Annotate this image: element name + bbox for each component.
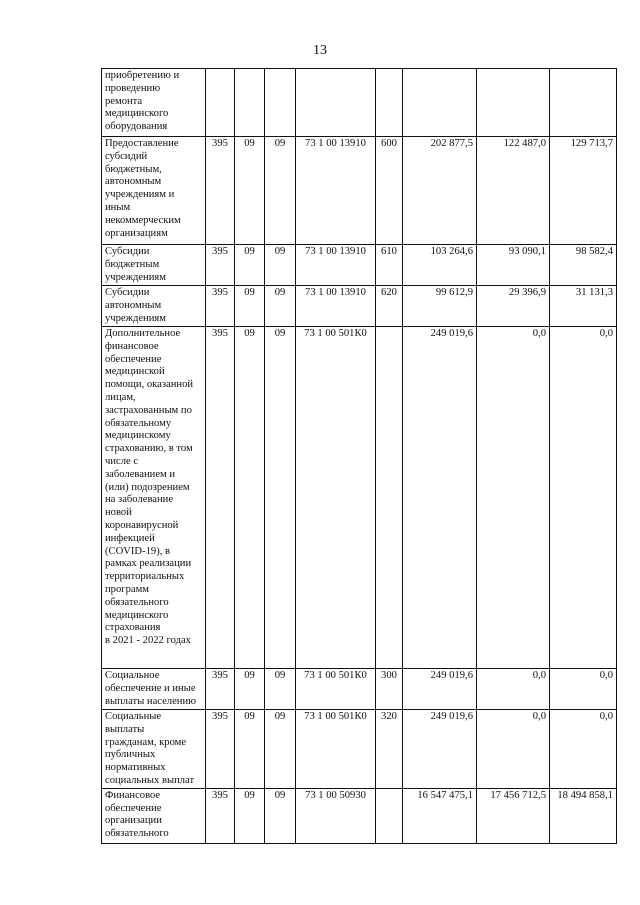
target-article-cell: 73 1 00 501К0 bbox=[296, 710, 376, 789]
subsection-code-cell: 09 bbox=[265, 137, 296, 245]
row-name-line: Субсидии bbox=[105, 246, 150, 257]
row-name-line: страхования bbox=[105, 622, 161, 634]
table-row bbox=[102, 788, 617, 843]
expense-type-cell: 320 bbox=[376, 710, 403, 789]
target-article-cell: 73 1 00 501К0 bbox=[296, 327, 376, 669]
target-article-cell: 73 1 00 13910 bbox=[296, 286, 376, 327]
section-code-cell bbox=[235, 69, 265, 137]
expense-type-cell bbox=[376, 788, 403, 843]
amount-2022-cell: 29 396,9 bbox=[477, 286, 550, 327]
row-name-line: выплаты населению bbox=[105, 695, 197, 707]
ministry-code-cell: 395 bbox=[206, 788, 235, 843]
row-name-line: медицинскому bbox=[105, 430, 171, 442]
row-name-cell bbox=[102, 245, 206, 286]
amount-2022-cell: 0,0 bbox=[477, 669, 550, 710]
row-name-line: на заболевание bbox=[105, 494, 174, 506]
amount-2023-cell: 0,0 bbox=[550, 669, 617, 710]
row-name-cell bbox=[102, 669, 206, 710]
row-name-line: программ bbox=[105, 583, 150, 595]
target-article-cell: 73 1 00 13910 bbox=[296, 245, 376, 286]
budget-table bbox=[101, 68, 617, 844]
row-name-line: рамках реализации bbox=[105, 558, 192, 570]
ministry-code-cell: 395 bbox=[206, 327, 235, 669]
amount-2021-cell: 249 019,6 bbox=[403, 327, 477, 669]
row-name-line: медицинского bbox=[105, 609, 169, 621]
amount-2021-cell: 249 019,6 bbox=[403, 710, 477, 789]
table-body bbox=[102, 69, 617, 844]
subsection-code-cell: 09 bbox=[265, 669, 296, 710]
row-name-line: Социальные bbox=[105, 711, 162, 722]
row-name-line: медицинского bbox=[105, 108, 169, 120]
row-name-line: бюджетным bbox=[105, 258, 160, 270]
table-row bbox=[102, 327, 617, 669]
row-name-cell bbox=[102, 327, 206, 669]
row-name-line: инфекцией bbox=[105, 532, 155, 544]
row-name-line: учреждениям bbox=[105, 312, 166, 324]
row-name-line: ремонта bbox=[105, 95, 143, 107]
ministry-code-cell: 395 bbox=[206, 669, 235, 710]
amount-2023-cell bbox=[550, 69, 617, 137]
expense-type-cell: 600 bbox=[376, 137, 403, 245]
table-row bbox=[102, 69, 617, 137]
row-name-line: Субсидии bbox=[105, 287, 150, 298]
row-name-cell bbox=[102, 137, 206, 245]
row-name-cell bbox=[102, 69, 206, 137]
row-name-line: обеспечение bbox=[105, 353, 162, 365]
row-name-line: гражданам, кроме bbox=[105, 736, 187, 748]
section-code-cell: 09 bbox=[235, 788, 265, 843]
amount-2022-cell: 93 090,1 bbox=[477, 245, 550, 286]
row-name-line: проведению bbox=[105, 82, 161, 94]
ministry-code-cell: 395 bbox=[206, 137, 235, 245]
row-name-line: обязательного bbox=[105, 596, 169, 608]
row-name-line: некоммерческим bbox=[105, 214, 181, 226]
row-name-line: обязательного bbox=[105, 828, 169, 840]
row-name-line: помощи, оказанной bbox=[105, 379, 194, 391]
section-code-cell: 09 bbox=[235, 327, 265, 669]
amount-2023-cell: 129 713,7 bbox=[550, 137, 617, 245]
amount-2023-cell: 18 494 858,1 bbox=[550, 788, 617, 843]
page-number: 13 bbox=[313, 43, 327, 58]
section-code-cell: 09 bbox=[235, 137, 265, 245]
row-name-line: публичных bbox=[105, 749, 156, 761]
row-name-line: Предоставление bbox=[105, 138, 179, 149]
subsection-code-cell: 09 bbox=[265, 710, 296, 789]
row-name-line: числе с bbox=[105, 455, 139, 467]
row-name-line: обязательному bbox=[105, 417, 172, 429]
row-name-line: оборудования bbox=[105, 121, 168, 133]
row-name-line: Социальное bbox=[105, 670, 160, 681]
row-name-line: Дополнительное bbox=[105, 328, 181, 339]
amount-2021-cell: 99 612,9 bbox=[403, 286, 477, 327]
row-name-line: медицинской bbox=[105, 366, 165, 378]
target-article-cell: 73 1 00 501К0 bbox=[296, 669, 376, 710]
amount-2021-cell: 103 264,6 bbox=[403, 245, 477, 286]
ministry-code-cell bbox=[206, 69, 235, 137]
row-name-line: Финансовое bbox=[105, 789, 161, 801]
amount-2023-cell: 31 131,3 bbox=[550, 286, 617, 327]
amount-2023-cell: 0,0 bbox=[550, 327, 617, 669]
amount-2021-cell: 249 019,6 bbox=[403, 669, 477, 710]
amount-2022-cell bbox=[477, 69, 550, 137]
row-name-line: коронавирусной bbox=[105, 519, 179, 531]
row-name-cell bbox=[102, 788, 206, 843]
row-name-line: иным bbox=[105, 201, 131, 213]
row-name-line: в 2021 - 2022 годах bbox=[105, 635, 191, 647]
target-article-cell bbox=[296, 69, 376, 137]
subsection-code-cell: 09 bbox=[265, 788, 296, 843]
section-code-cell: 09 bbox=[235, 710, 265, 789]
row-name-line: обеспечение и иные bbox=[105, 682, 196, 694]
row-name-line: учреждениям и bbox=[105, 189, 175, 201]
row-name-line: застрахованным по bbox=[105, 404, 192, 416]
section-code-cell: 09 bbox=[235, 286, 265, 327]
row-name-line: выплаты bbox=[105, 723, 145, 735]
expense-type-cell: 610 bbox=[376, 245, 403, 286]
row-name-line: (или) подозрением bbox=[105, 481, 190, 493]
row-name-line: новой bbox=[105, 507, 132, 519]
amount-2021-cell: 202 877,5 bbox=[403, 137, 477, 245]
row-name-line: лицам, bbox=[105, 391, 136, 403]
row-name-line: нормативных bbox=[105, 762, 166, 774]
row-name-line: субсидий bbox=[105, 150, 148, 162]
row-name-line: обеспечение bbox=[105, 802, 162, 814]
table-row bbox=[102, 669, 617, 710]
row-name-line: организации bbox=[105, 815, 162, 827]
amount-2023-cell: 98 582,4 bbox=[550, 245, 617, 286]
row-name-line: автономным bbox=[105, 299, 162, 311]
ministry-code-cell: 395 bbox=[206, 245, 235, 286]
section-code-cell: 09 bbox=[235, 245, 265, 286]
row-name-line: приобретению и bbox=[105, 70, 180, 81]
table-row bbox=[102, 245, 617, 286]
row-name-line: финансовое bbox=[105, 340, 159, 352]
table-row bbox=[102, 286, 617, 327]
expense-type-cell bbox=[376, 327, 403, 669]
row-name-cell bbox=[102, 286, 206, 327]
target-article-cell: 73 1 00 50930 bbox=[296, 788, 376, 843]
subsection-code-cell bbox=[265, 69, 296, 137]
amount-2022-cell: 122 487,0 bbox=[477, 137, 550, 245]
target-article-cell: 73 1 00 13910 bbox=[296, 137, 376, 245]
amount-2021-cell: 16 547 475,1 bbox=[403, 788, 477, 843]
amount-2022-cell: 0,0 bbox=[477, 327, 550, 669]
table-row bbox=[102, 137, 617, 245]
row-name-line: учреждениям bbox=[105, 271, 166, 283]
expense-type-cell: 300 bbox=[376, 669, 403, 710]
amount-2021-cell bbox=[403, 69, 477, 137]
row-name-line: организациям bbox=[105, 227, 168, 239]
row-name-line: социальных выплат bbox=[105, 774, 195, 786]
table-row bbox=[102, 710, 617, 789]
amount-2022-cell: 17 456 712,5 bbox=[477, 788, 550, 843]
subsection-code-cell: 09 bbox=[265, 327, 296, 669]
ministry-code-cell: 395 bbox=[206, 286, 235, 327]
row-name-line: (COVID-19), в bbox=[105, 545, 171, 557]
expense-type-cell bbox=[376, 69, 403, 137]
row-name-cell bbox=[102, 710, 206, 789]
expense-type-cell: 620 bbox=[376, 286, 403, 327]
subsection-code-cell: 09 bbox=[265, 245, 296, 286]
amount-2022-cell: 0,0 bbox=[477, 710, 550, 789]
row-name-line: автономным bbox=[105, 176, 162, 188]
row-name-line: страхованию, в том bbox=[105, 443, 193, 455]
ministry-code-cell: 395 bbox=[206, 710, 235, 789]
amount-2023-cell: 0,0 bbox=[550, 710, 617, 789]
row-name-line: заболеванием и bbox=[105, 468, 176, 480]
row-name-line: территориальных bbox=[105, 571, 185, 583]
row-name-line: бюджетным, bbox=[105, 163, 162, 175]
subsection-code-cell: 09 bbox=[265, 286, 296, 327]
section-code-cell: 09 bbox=[235, 669, 265, 710]
